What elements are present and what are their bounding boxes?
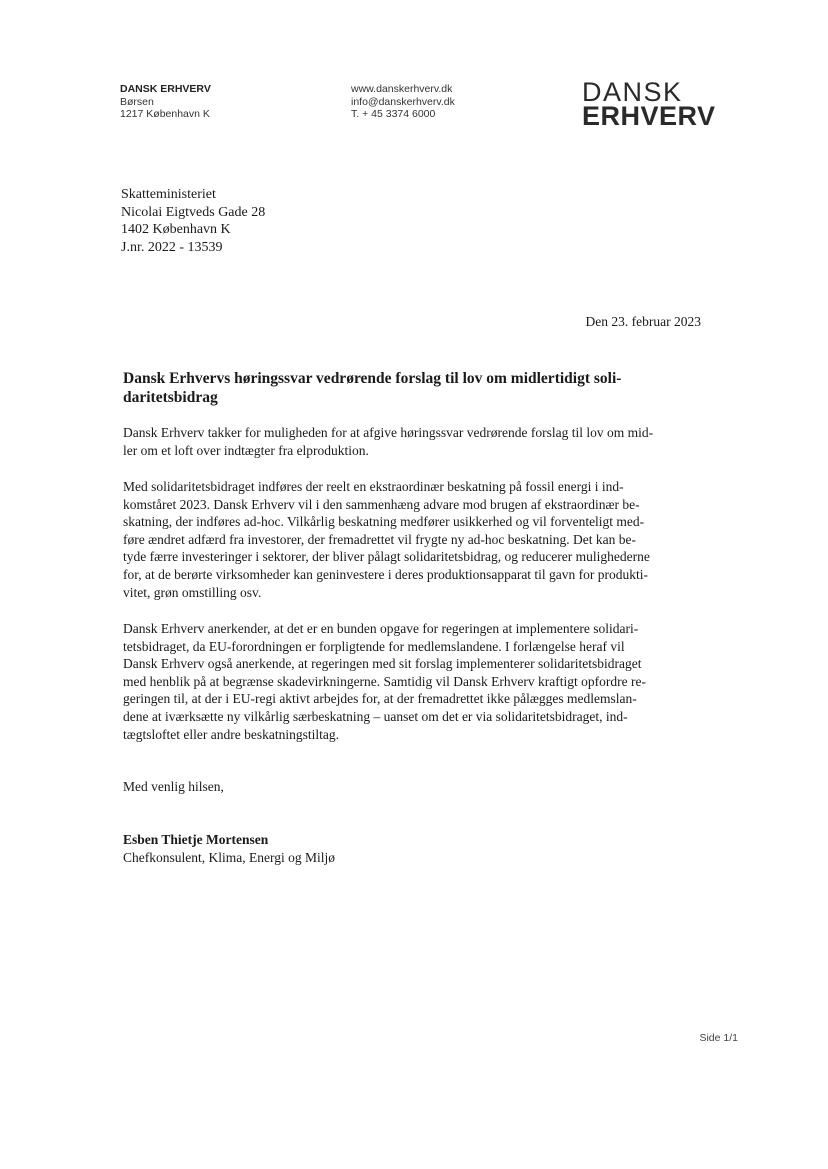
sender-city: 1217 København K [120,108,210,120]
text-line: for, at de berørte virksomheder kan geninvestere i deres produktionsapparat til gavn for produkti- [123,566,649,582]
logo-line-2: ERHVERV [582,101,716,131]
sender-email: info@danskerhverv.dk [351,95,455,108]
text-line: Med solidaritetsbidraget indføres der reelt en ekstraordinær beskatning på fossil energi i ind- [123,479,624,494]
paragraph-3 [123,620,708,743]
text-line: Dansk Erhverv også anerkende, at regeringen med sit forslag implementerer solidaritetsbidraget [123,656,642,672]
recipient-jnr: J.nr. 2022 - 13539 [121,239,223,255]
logo-line-1: DANSK [582,77,683,107]
signature-name: Esben Thietje Mortensen [123,832,269,847]
text-line: skatning, der indføres ad-hoc. Vilkårlig beskatning medfører usikkerhed og vil forventeligt med- [123,514,645,530]
recipient-street: Nicolai Eigtveds Gade 28 [121,204,266,220]
page-number: Side 1/1 [699,1032,738,1044]
text-line: Dansk Erhverv takker for muligheden for at afgive høringssvar vedrørende forslag til lov om mid- [123,425,654,440]
text-line: tægtsloftet eller andre beskatningstiltag. [123,726,339,742]
text-line: føre ændret adfærd fra investorer, der fremadrettet vil frygte ny ad-hoc beskatning. Det kan be- [123,531,637,547]
text-line: ler om et loft over indtægter fra elproduktion. [123,442,369,458]
text-line: dene at iværksætte ny vilkårlig særbeskatning – uanset om det er via solidaritetsbidraget, ind- [123,708,628,724]
sender-street: Børsen [120,95,154,108]
recipient-city: 1402 København K [121,222,231,237]
paragraph-1 [123,424,708,459]
text-line: tetsbidraget, da EU-forordningen er forpligtende for medlemslandene. I forlængelse heraf vil [123,638,625,654]
text-line: geringen til, at der i EU-regi aktivt arbejdes for, at der fremadrettet ikke pålægges medlemslan- [123,691,637,707]
sender-name: DANSK ERHVERV [120,83,211,95]
recipient-address [121,186,265,256]
sender-contact [351,83,455,121]
sender-web: www.danskerhverv.dk [351,83,453,95]
text-line: Dansk Erhverv anerkender, at det er en bunden opgave for regeringen at implementere solidari- [123,621,639,636]
paragraph-2 [123,478,708,601]
letter-subject [123,369,713,407]
text-line: vitet, grøn omstilling osv. [123,584,262,600]
recipient-name: Skatteministeriet [121,187,216,202]
text-line: komståret 2023. Dansk Erhverv vil i den sammenhæng advare mod brugen af ekstraordinær be- [123,496,640,512]
subject-line: Dansk Erhvervs høringssvar vedrørende forslag til lov om midlertidigt soli- [123,370,622,387]
subject-line: daritetsbidrag [123,389,218,406]
letter-date: Den 23. februar 2023 [585,314,701,329]
closing-greeting: Med venlig hilsen, [123,779,224,794]
dansk-erhverv-logo [582,79,716,130]
sender-phone: T. + 45 3374 6000 [351,108,436,120]
text-line: tyde færre investeringer i sektorer, der bliver pålagt solidaritetsbidrag, og reducerer mulighederne [123,549,650,565]
signature-title: Chefkonsulent, Klima, Energi og Miljø [123,850,335,865]
text-line: med henblik på at begrænse skadevirkningerne. Samtidig vil Dansk Erhverv kraftigt opfordre re- [123,673,646,689]
sender-address [120,83,211,121]
